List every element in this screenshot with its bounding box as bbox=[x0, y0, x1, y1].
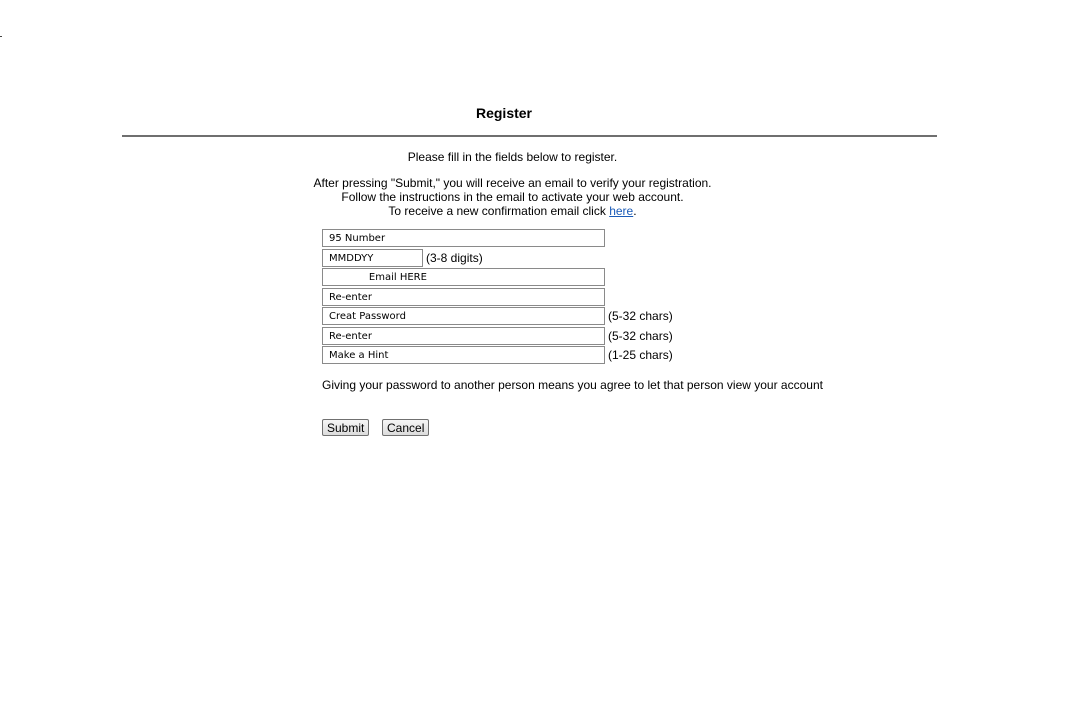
password-hint-input[interactable] bbox=[322, 346, 605, 364]
instructions-line-3-suffix: . bbox=[633, 204, 637, 218]
instructions-line-2: Follow the instructions in the email to activate your web account. bbox=[341, 190, 684, 204]
title-divider bbox=[122, 135, 937, 137]
intro-text: Please fill in the fields below to register. bbox=[407, 150, 618, 164]
password-hint-text: (5-32 chars) bbox=[608, 309, 673, 323]
password-sharing-warning: Giving your password to another person means you agree to let that person view your account bbox=[322, 378, 823, 392]
pin-input[interactable] bbox=[322, 249, 423, 267]
cancel-button[interactable]: Cancel bbox=[382, 419, 429, 436]
instructions-line-3 bbox=[122, 204, 903, 218]
instructions-line-1: After pressing "Submit," you will receive an email to verify your registration. bbox=[313, 176, 712, 190]
submit-button[interactable]: Submit bbox=[322, 419, 369, 436]
instructions-line-3-text: To receive a new confirmation email click bbox=[388, 204, 610, 218]
resend-confirmation-link[interactable]: here bbox=[609, 204, 634, 218]
password-hint-length-text: (1-25 chars) bbox=[608, 348, 673, 362]
instructions-block bbox=[122, 176, 903, 218]
corner-mark bbox=[0, 36, 2, 37]
reenter-email-input[interactable] bbox=[322, 288, 605, 306]
page-title: Register bbox=[475, 105, 533, 121]
id-number-input[interactable] bbox=[322, 229, 605, 247]
password-input[interactable] bbox=[322, 307, 605, 325]
reenter-password-input[interactable] bbox=[322, 327, 605, 345]
pin-hint: (3-8 digits) bbox=[426, 251, 483, 265]
reenter-password-hint-text: (5-32 chars) bbox=[608, 329, 673, 343]
email-input[interactable] bbox=[322, 268, 605, 286]
